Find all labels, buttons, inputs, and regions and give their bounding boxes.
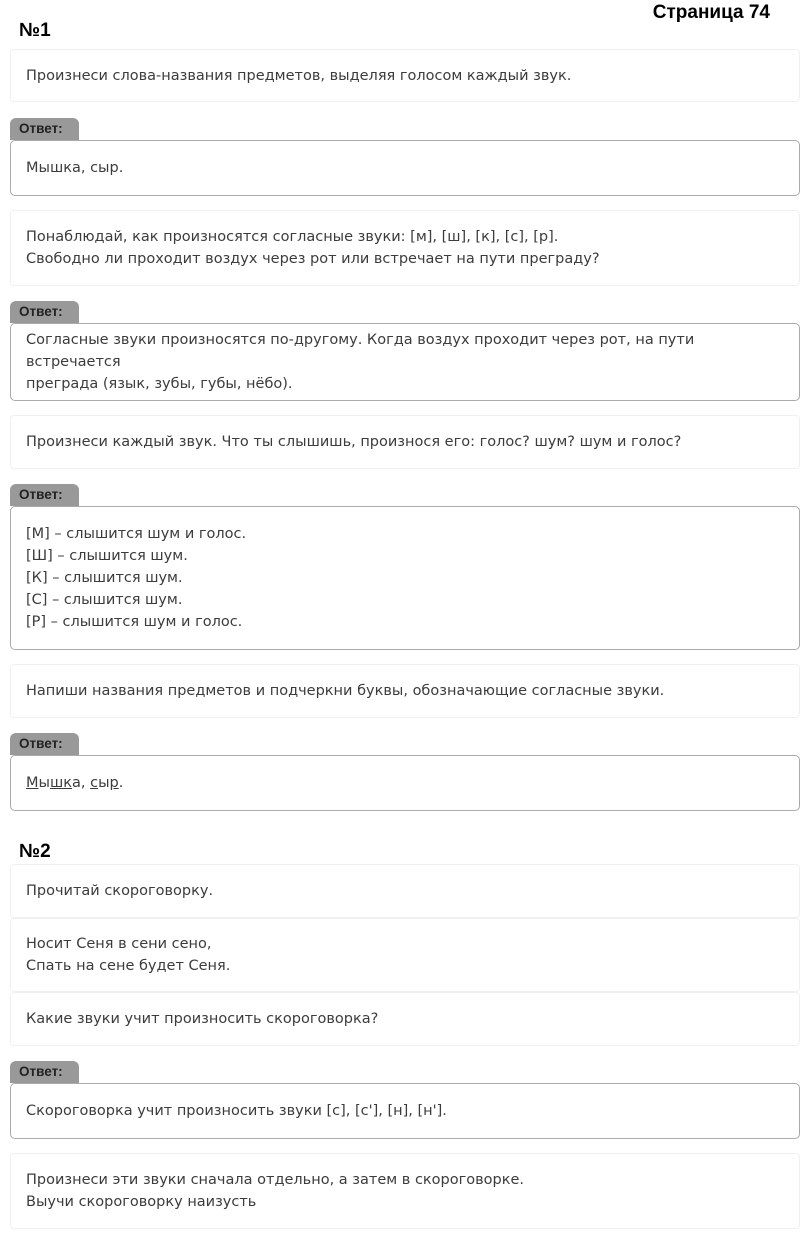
- vowel-letter: ы: [98, 775, 110, 791]
- exercise-number-2: №2: [19, 841, 51, 862]
- task-block: [10, 210, 800, 286]
- vowel-letter: ы: [38, 775, 50, 791]
- answer-label: Ответ:: [10, 484, 79, 506]
- underlined-consonant: с: [90, 775, 99, 791]
- answer-block: [10, 323, 800, 401]
- task-text: Какие звуки учит произносить скороговорка?: [26, 1011, 379, 1027]
- answer-block: [10, 755, 800, 811]
- task-block: [10, 415, 800, 469]
- answer-line: [К] – слышится шум.: [26, 570, 183, 586]
- punctuation: .: [118, 775, 124, 791]
- task-text: Прочитай скороговорку.: [26, 883, 214, 899]
- task-text: Произнеси каждый звук. Что ты слышишь, произнося его: голос? шум? шум и голос?: [26, 434, 682, 450]
- task-block: [10, 864, 800, 918]
- answer-line: [С] – слышится шум.: [26, 592, 183, 608]
- underlined-consonant: р: [109, 775, 119, 791]
- poem-line: Носит Сеня в сени сено,: [26, 936, 212, 952]
- underlined-consonant: М: [26, 775, 39, 791]
- task-text: Выучи скороговорку наизусть: [26, 1194, 257, 1210]
- answer-line: [М] – слышится шум и голос.: [26, 526, 247, 542]
- vowel-letter: а,: [72, 775, 91, 791]
- task-block: [10, 1153, 800, 1229]
- exercise-number-1: №1: [19, 20, 51, 41]
- answer-line: [Ш] – слышится шум.: [26, 548, 188, 564]
- answer-label: Ответ:: [10, 118, 79, 140]
- answer-label: Ответ:: [10, 1061, 79, 1083]
- page-number: Страница 74: [652, 2, 770, 23]
- task-text: Понаблюдай, как произносятся согласные звуки: [м], [ш], [к], [с], [р].: [26, 229, 559, 245]
- task-text: Произнеси эти звуки сначала отдельно, а затем в скороговорке.: [26, 1172, 525, 1188]
- answer-block: [10, 506, 800, 650]
- task-text: Напиши названия предметов и подчеркни буквы, обозначающие согласные звуки.: [26, 683, 665, 699]
- underlined-consonant: шк: [49, 775, 72, 791]
- answer-text: [26, 772, 123, 794]
- answer-text: преграда (язык, зубы, губы, нёбо).: [26, 376, 293, 392]
- poem-line: Спать на сене будет Сеня.: [26, 958, 231, 974]
- task-block: [10, 992, 800, 1046]
- answer-label: Ответ:: [10, 733, 79, 755]
- answer-text: Согласные звуки произносятся по-другому. Когда воздух проходит через рот, на пути встречается: [26, 332, 695, 370]
- task-block: [10, 664, 800, 718]
- task-block: [10, 49, 800, 102]
- answer-block: [10, 1083, 800, 1139]
- answer-block: [10, 140, 800, 196]
- tongue-twister-block: [10, 918, 800, 992]
- answer-text: Мышка, сыр.: [26, 160, 124, 176]
- answer-label: Ответ:: [10, 301, 79, 323]
- task-text: Свободно ли проходит воздух через рот или встречает на пути преграду?: [26, 251, 600, 267]
- task-text: Произнеси слова-названия предметов, выделяя голосом каждый звук.: [26, 67, 572, 84]
- answer-text: Скороговорка учит произносить звуки [с], [с'], [н], [н'].: [26, 1103, 447, 1119]
- answer-line: [Р] – слышится шум и голос.: [26, 614, 243, 630]
